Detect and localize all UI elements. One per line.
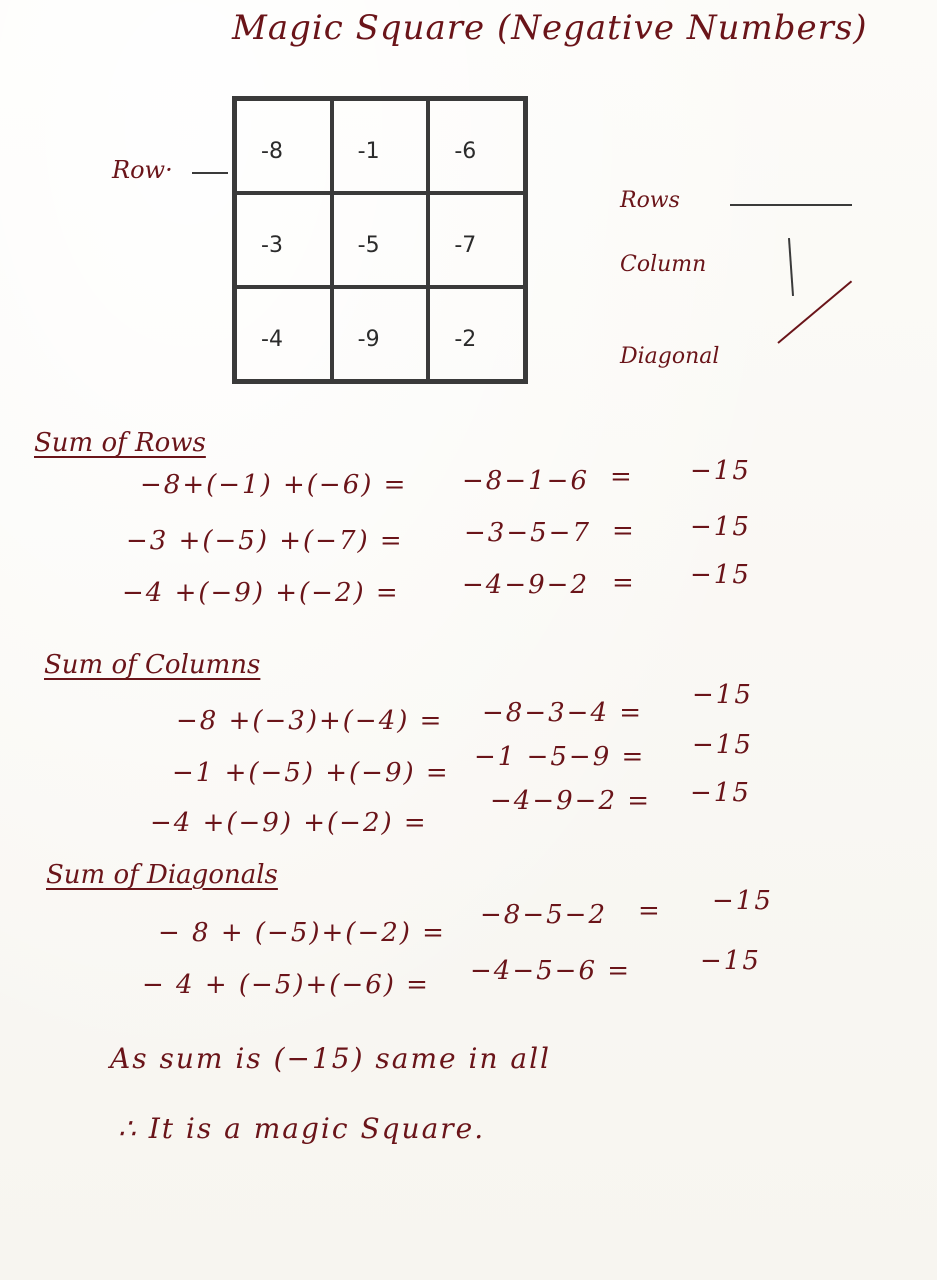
grid-cell: -4 <box>235 287 332 381</box>
diagonal-sum-simplified: −4−5−6 = <box>470 956 632 986</box>
page-title: Magic Square (Negative Numbers) <box>232 8 868 48</box>
column-sum-result: −15 <box>692 680 753 710</box>
column-sum-expression: −1 +(−5) +(−9) = <box>172 758 450 788</box>
grid-cell: -1 <box>332 99 429 193</box>
grid-cell: -8 <box>235 99 332 193</box>
sum-columns-heading: Sum of Columns <box>44 650 261 680</box>
sum-diagonals-heading: Sum of Diagonals <box>46 860 278 890</box>
row-sum-simplified: −8−1−6 <box>462 466 589 496</box>
diagonal-sum-expression: − 8 + (−5)+(−2) = <box>158 918 446 948</box>
conclusion-line: ∴ It is a magic Square. <box>118 1112 486 1145</box>
row-sum-expression: −4 +(−9) +(−2) = <box>122 578 400 608</box>
row-sum-result: −15 <box>690 560 751 590</box>
legend-diagonal-label: Diagonal <box>620 344 720 369</box>
column-sum-result: −15 <box>690 778 751 808</box>
row-sum-equals: = <box>612 568 636 598</box>
column-sum-expression: −4 +(−9) +(−2) = <box>150 808 428 838</box>
row-sum-equals: = <box>610 462 634 492</box>
column-sum-simplified: −4−9−2 = <box>490 786 652 816</box>
diagonal-sum-equals: = <box>638 896 662 926</box>
column-sum-simplified: −1 −5−9 = <box>474 742 646 772</box>
grid-cell: -9 <box>332 287 429 381</box>
grid-cell: -5 <box>332 193 429 287</box>
row-sum-simplified: −3−5−7 <box>464 518 591 548</box>
legend-diagonal-line <box>777 281 852 344</box>
row-sum-expression: −8+(−1) +(−6) = <box>140 470 408 500</box>
legend-column-line <box>788 238 794 296</box>
grid-cell: -2 <box>428 287 525 381</box>
column-sum-simplified: −8−3−4 = <box>482 698 644 728</box>
diagonal-sum-result: −15 <box>700 946 761 976</box>
grid-cell: -3 <box>235 193 332 287</box>
legend-rows-line <box>730 204 852 206</box>
column-sum-result: −15 <box>692 730 753 760</box>
row-sum-result: −15 <box>690 512 751 542</box>
legend-rows-label: Rows <box>620 188 680 213</box>
diagonal-sum-result: −15 <box>712 886 773 916</box>
diagonal-sum-simplified: −8−5−2 <box>480 900 607 930</box>
sum-rows-heading: Sum of Rows <box>34 428 206 458</box>
legend-column-label: Column <box>620 252 707 277</box>
row-pointer-line <box>192 172 228 174</box>
column-sum-expression: −8 +(−3)+(−4) = <box>176 706 444 736</box>
row-label: Row· <box>112 156 173 184</box>
diagonal-sum-expression: − 4 + (−5)+(−6) = <box>142 970 430 1000</box>
row-sum-equals: = <box>612 516 636 546</box>
conclusion-line: As sum is (−15) same in all <box>110 1042 551 1075</box>
row-sum-expression: −3 +(−5) +(−7) = <box>126 526 404 556</box>
grid-cell: -6 <box>428 99 525 193</box>
row-sum-simplified: −4−9−2 <box>462 570 589 600</box>
grid-cell: -7 <box>428 193 525 287</box>
row-sum-result: −15 <box>690 456 751 486</box>
magic-square-grid <box>232 96 528 384</box>
